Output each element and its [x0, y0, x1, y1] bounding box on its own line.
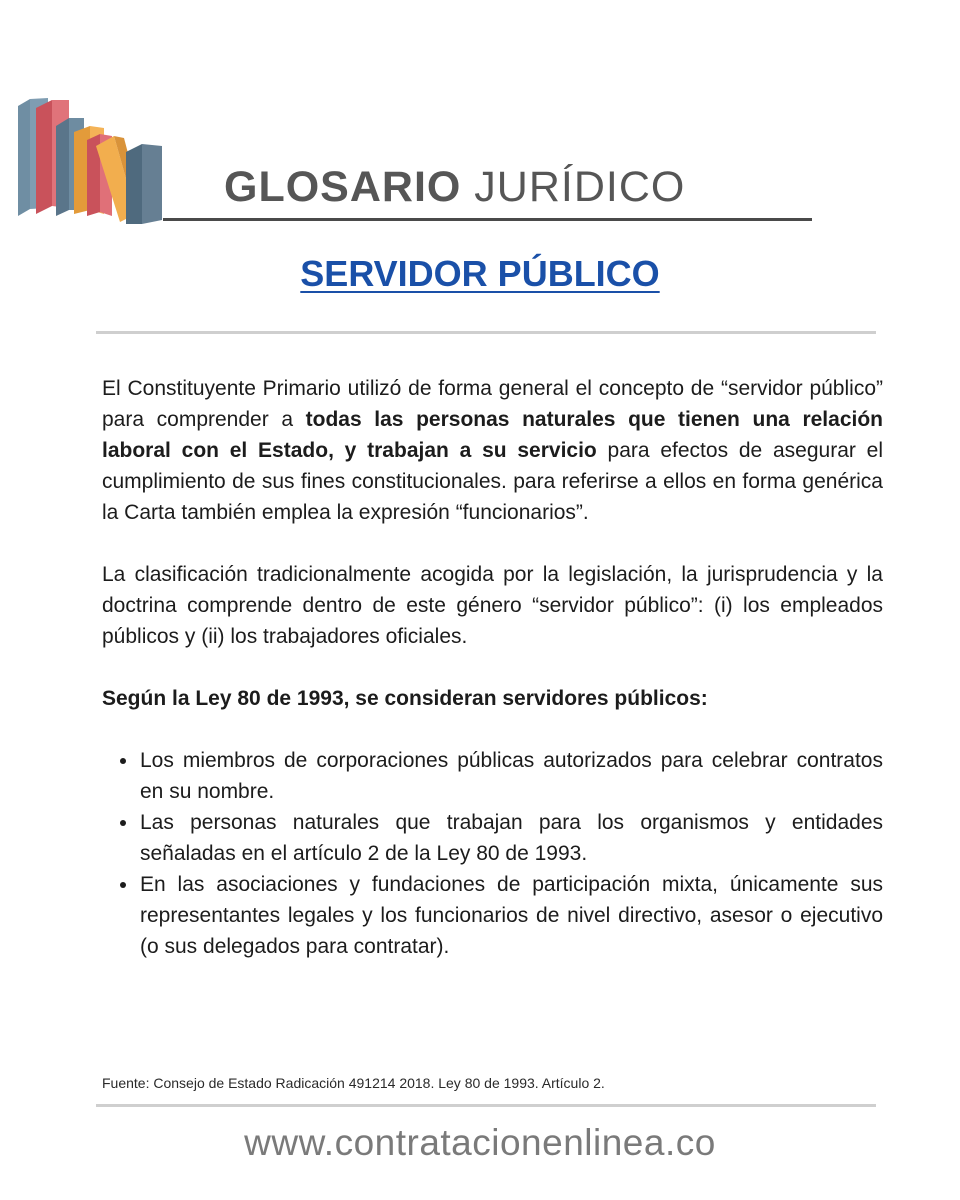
definition-paragraph-2: La clasificación tradicionalmente acogida por la legislación, la jurisprudencia y la doctrina comprende dentro de este género “servidor público”: (i) los empleados públicos y (ii) los trabajadores oficiales. — [102, 563, 883, 648]
servants-list — [102, 745, 883, 962]
glossary-title-light: JURÍDICO — [474, 163, 686, 211]
header-divider — [163, 218, 812, 221]
paragraph-1-bold-text: todas las personas naturales que tienen una relación laboral con el Estado, y trabajan a su servicio — [102, 408, 883, 462]
top-divider — [96, 331, 876, 334]
list-item: Las personas naturales que trabajan para los organismos y entidades señaladas en el artículo 2 de la Ley 80 de 1993. — [140, 807, 883, 869]
definition-body — [102, 373, 883, 962]
glossary-title — [224, 160, 685, 214]
term-title-link[interactable]: SERVIDOR PÚBLICO — [300, 253, 660, 294]
list-heading: Según la Ley 80 de 1993, se consideran servidores públicos: — [102, 687, 708, 710]
paragraph-1-text-a: El Constituyente Primario utilizó de forma general el concepto de “servidor público” para comprender a — [102, 377, 883, 431]
list-item: En las asociaciones y fundaciones de participación mixta, únicamente sus representantes legales y los funcionarios de nivel directivo, asesor o ejecutivo (o sus delegados para contratar). — [140, 869, 883, 962]
website-link[interactable]: www.contratacionenlinea.co — [244, 1122, 716, 1163]
books-icon — [14, 96, 166, 226]
definition-paragraph-1 — [102, 373, 883, 528]
bottom-divider — [96, 1104, 876, 1107]
paragraph-1-text-b: para efectos de asegurar el cumplimiento de sus fines constitucionales. para referirse a ellos en forma genérica la Carta también emplea la expresión “funcionarios”. — [102, 439, 884, 524]
list-item: Los miembros de corporaciones públicas autorizados para celebrar contratos en su nombre. — [140, 745, 883, 807]
glossary-title-bold: GLOSARIO — [224, 163, 462, 211]
source-citation: Fuente: Consejo de Estado Radicación 491214 2018. Ley 80 de 1993. Artículo 2. — [102, 1075, 605, 1091]
